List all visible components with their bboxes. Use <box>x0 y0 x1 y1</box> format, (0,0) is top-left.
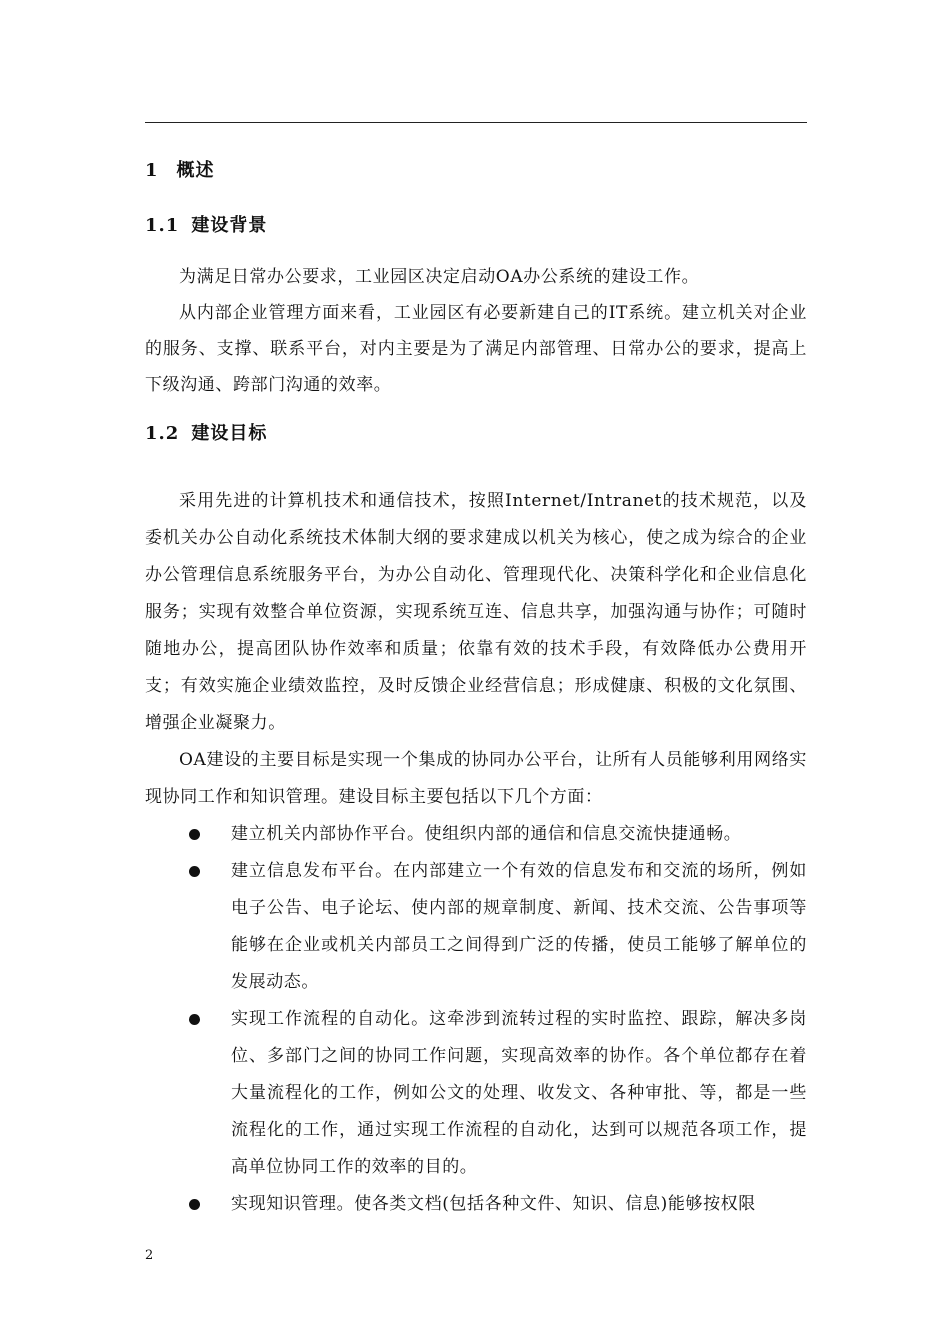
bullet-icon <box>189 1199 200 1210</box>
section-number: 1.2 <box>145 423 180 444</box>
goal-list <box>145 816 807 1223</box>
list-item-text: 建立机关内部协作平台。使组织内部的通信和信息交流快捷通畅。 <box>231 824 742 844</box>
document-body <box>145 150 807 1223</box>
list-item <box>145 816 807 853</box>
list-item <box>145 1001 807 1186</box>
list-item-text: 实现知识管理。使各类文档(包括各种文件、知识、信息)能够按权限 <box>231 1194 756 1214</box>
section-number: 1.1 <box>145 215 180 236</box>
list-item-text: 实现工作流程的自动化。这牵涉到流转过程的实时监控、跟踪，解决多岗位、多部门之间的协同工作问题，实现高效率的协作。各个单位都存在着大量流程化的工作，例如公文的处理、收发文、各种审批、等，都是一些流程化的工作，通过实现工作流程的自动化，达到可以规范各项工作，提高单位协同工作的效率的目的。 <box>231 1009 807 1177</box>
page-number: 2 <box>145 1248 154 1263</box>
list-item-text: 建立信息发布平台。在内部建立一个有效的信息发布和交流的场所，例如电子公告、电子论坛、使内部的规章制度、新闻、技术交流、公告事项等能够在企业或机关内部员工之间得到广泛的传播，使员工能够了解单位的发展动态。 <box>231 861 807 992</box>
paragraph: OA建设的主要目标是实现一个集成的协同办公平台，让所有人员能够利用网络实现协同工作和知识管理。建设目标主要包括以下几个方面： <box>145 750 807 807</box>
section-title: 概述 <box>176 160 215 181</box>
section-title: 建设背景 <box>191 215 268 236</box>
list-item <box>145 853 807 1001</box>
section-title: 建设目标 <box>191 423 268 444</box>
paragraph: 采用先进的计算机技术和通信技术，按照Internet/Intranet的技术规范，以及委机关办公自动化系统技术体制大纲的要求建成以机关为核心，使之成为综合的企业办公管理信息系统服务平台，为办公自动化、管理现代化、决策科学化和企业信息化服务；实现有效整合单位资源，实现系统互连、信息共享，加强沟通与协作；可随时随地办公，提高团队协作效率和质量；依靠有效的技术手段，有效降低办公费用开支；有效实施企业绩效监控，及时反馈企业经营信息；形成健康、积极的文化氛围、增强企业凝聚力。 <box>145 491 807 733</box>
section-heading-1-2 <box>145 421 807 447</box>
paragraph: 从内部企业管理方面来看，工业园区有必要新建自己的IT系统。建立机关对企业的服务、支撑、联系平台，对内主要是为了满足内部管理、日常办公的要求，提高上下级沟通、跨部门沟通的效率。 <box>145 303 807 395</box>
section-heading-1 <box>145 158 807 184</box>
bullet-icon <box>189 1014 200 1025</box>
section-number: 1 <box>145 160 159 181</box>
bullet-icon <box>189 866 200 877</box>
section-heading-1-1 <box>145 213 807 239</box>
list-item <box>145 1186 807 1223</box>
bullet-icon <box>189 829 200 840</box>
header-rule <box>145 122 807 123</box>
paragraph: 为满足日常办公要求，工业园区决定启动OA办公系统的建设工作。 <box>179 267 700 287</box>
